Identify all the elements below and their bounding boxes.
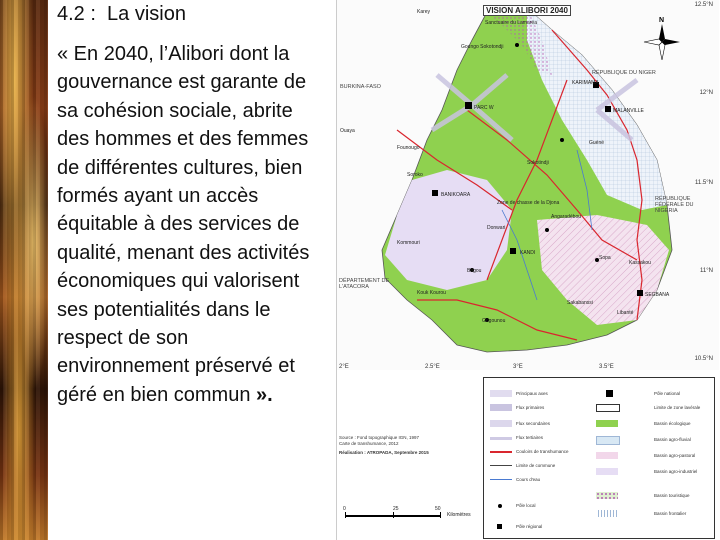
longitude-label: 2.5°E — [425, 364, 440, 370]
latitude-label: 11.5°N — [695, 180, 713, 186]
scale-tick — [393, 512, 394, 518]
source-line: Réalisation : ATROPADA, Septembre 2015 — [339, 450, 429, 455]
place-label: SEGBANA — [645, 292, 670, 298]
legend-swatch — [490, 390, 512, 397]
source-line: Source : Fond topographique IGN, 1997 — [339, 435, 420, 440]
map-title: VISION ALIBORI 2040 — [483, 5, 571, 16]
place-label: KARIMAMA — [572, 80, 599, 86]
legend-item: Bassin frontalier — [654, 511, 687, 516]
place-label: Soroko — [407, 172, 423, 178]
place-label: Kouk Kourou — [417, 290, 446, 296]
decorative-texture-strip — [0, 0, 48, 540]
place-label: Libanté — [617, 310, 634, 316]
legend-swatch — [596, 468, 618, 475]
legend-swatch — [596, 452, 618, 459]
scale-label: Kilomètres — [447, 512, 471, 518]
legend-item: Bassin agro-pastoral — [654, 453, 696, 458]
legend-swatch — [490, 465, 512, 466]
region-label: DÉPARTEMENT DE L'ATACORA — [339, 278, 390, 290]
place-label: PARC W — [474, 105, 494, 111]
place-label: Sopa — [599, 255, 611, 261]
legend-item: Principaux axes — [516, 391, 548, 396]
legend-swatch — [596, 420, 618, 427]
vision-quote-closing: ». — [256, 383, 273, 406]
place-label: Angaradébou — [551, 214, 582, 220]
legend-swatch — [490, 451, 512, 453]
place-label: Sakabanssi — [567, 300, 593, 306]
latitude-label: 12°N — [699, 90, 713, 96]
map-drawing — [337, 0, 719, 370]
vision-quote-body: « En 2040, l’Alibori dont la gouvernance est garante de sa cohésion sociale, abrite des hommes et des femmes de différentes cultures, bien formés ayant un accès équitable à des services de qualité, menant des activités économiques qui valorisent ses potentialités dans le respect de son environnement préservé et géré en bien commun — [57, 43, 310, 406]
scale-label: 25 — [393, 506, 399, 512]
legend-swatch — [596, 510, 618, 517]
slide-title: 4.2 : La vision — [57, 3, 186, 25]
legend-swatch — [490, 404, 512, 411]
longitude-label: 2°E — [339, 364, 349, 370]
longitude-label: 3°E — [513, 364, 523, 370]
source-line: Carte de transhumance, 2012 — [339, 441, 399, 446]
legend-item: Couloirs de transhumance — [516, 449, 569, 454]
legend-swatch — [606, 390, 613, 397]
legend-swatch — [490, 420, 512, 427]
region-label: RÉPUBLIQUE DU NIGER — [592, 70, 656, 76]
legend-item: Flux secondaires — [516, 421, 551, 426]
vision-quote — [57, 40, 319, 409]
legend-swatch — [596, 404, 620, 412]
legend-item: Pôle régional — [516, 524, 543, 529]
place-label: MALANVILLE — [613, 108, 644, 114]
scale-bar — [343, 506, 471, 526]
scale-label: 50 — [435, 506, 441, 512]
place-label: Bagou — [467, 268, 482, 274]
region-label: BURKINA-FASO — [340, 84, 381, 90]
legend-swatch — [490, 437, 512, 440]
place-label: Kassakou — [629, 260, 651, 266]
place-label: Guéné — [589, 140, 605, 146]
vision-map — [336, 0, 719, 540]
scale-tick — [345, 512, 346, 518]
legend-item: Pôle local — [516, 503, 536, 508]
place-label: Zone de chasse de la Djona — [497, 200, 560, 206]
place-label: BANIKOARA — [441, 192, 471, 198]
legend-swatch — [497, 524, 502, 529]
place-label: Karey — [417, 9, 431, 15]
latitude-label: 10.5°N — [694, 356, 713, 362]
legend-item: Bassin agro-industriel — [654, 469, 698, 474]
legend-swatch — [490, 479, 512, 480]
legend-item: Pôle national — [654, 391, 681, 396]
latitude-label: 11°N — [700, 268, 713, 274]
legend-swatch — [498, 504, 502, 508]
place-label: Ouaya — [340, 128, 355, 134]
place-label: Sokotindji — [527, 160, 549, 166]
region-label: RÉPUBLIQUE FÉDÉRALE DU NIGERIA — [655, 196, 694, 214]
map-legend — [483, 377, 715, 539]
place-label: KANDI — [520, 250, 536, 256]
legend-swatch — [596, 492, 618, 499]
scale-tick — [440, 512, 441, 518]
legend-item: Flux primaires — [516, 405, 545, 410]
legend-item: Flux tertiaires — [516, 435, 544, 440]
place-label: Kommouri — [397, 240, 420, 246]
scale-label: 0 — [343, 506, 346, 512]
place-label: Sanctuaire du Lamaréa — [485, 20, 537, 26]
legend-item: Limite de commune — [516, 463, 556, 468]
place-label: Donwari — [487, 225, 506, 231]
legend-swatch — [596, 436, 620, 445]
place-label: Founougo — [397, 145, 420, 151]
legend-item: Bassin touristique — [654, 493, 690, 498]
legend-item: Bassin agro-fluvial — [654, 437, 691, 442]
legend-item: Bassin écologique — [654, 421, 691, 426]
latitude-label: 12.5°N — [694, 2, 713, 8]
longitude-label: 3.5°E — [599, 364, 614, 370]
legend-item: Limite de zone lavérale — [654, 405, 701, 410]
place-label: Gogounou — [482, 318, 506, 324]
legend-item: Cours d'eau — [516, 477, 541, 482]
north-label: N — [659, 17, 665, 24]
map-source — [339, 435, 479, 456]
place-label: Goungo Sokotondji — [461, 44, 504, 50]
